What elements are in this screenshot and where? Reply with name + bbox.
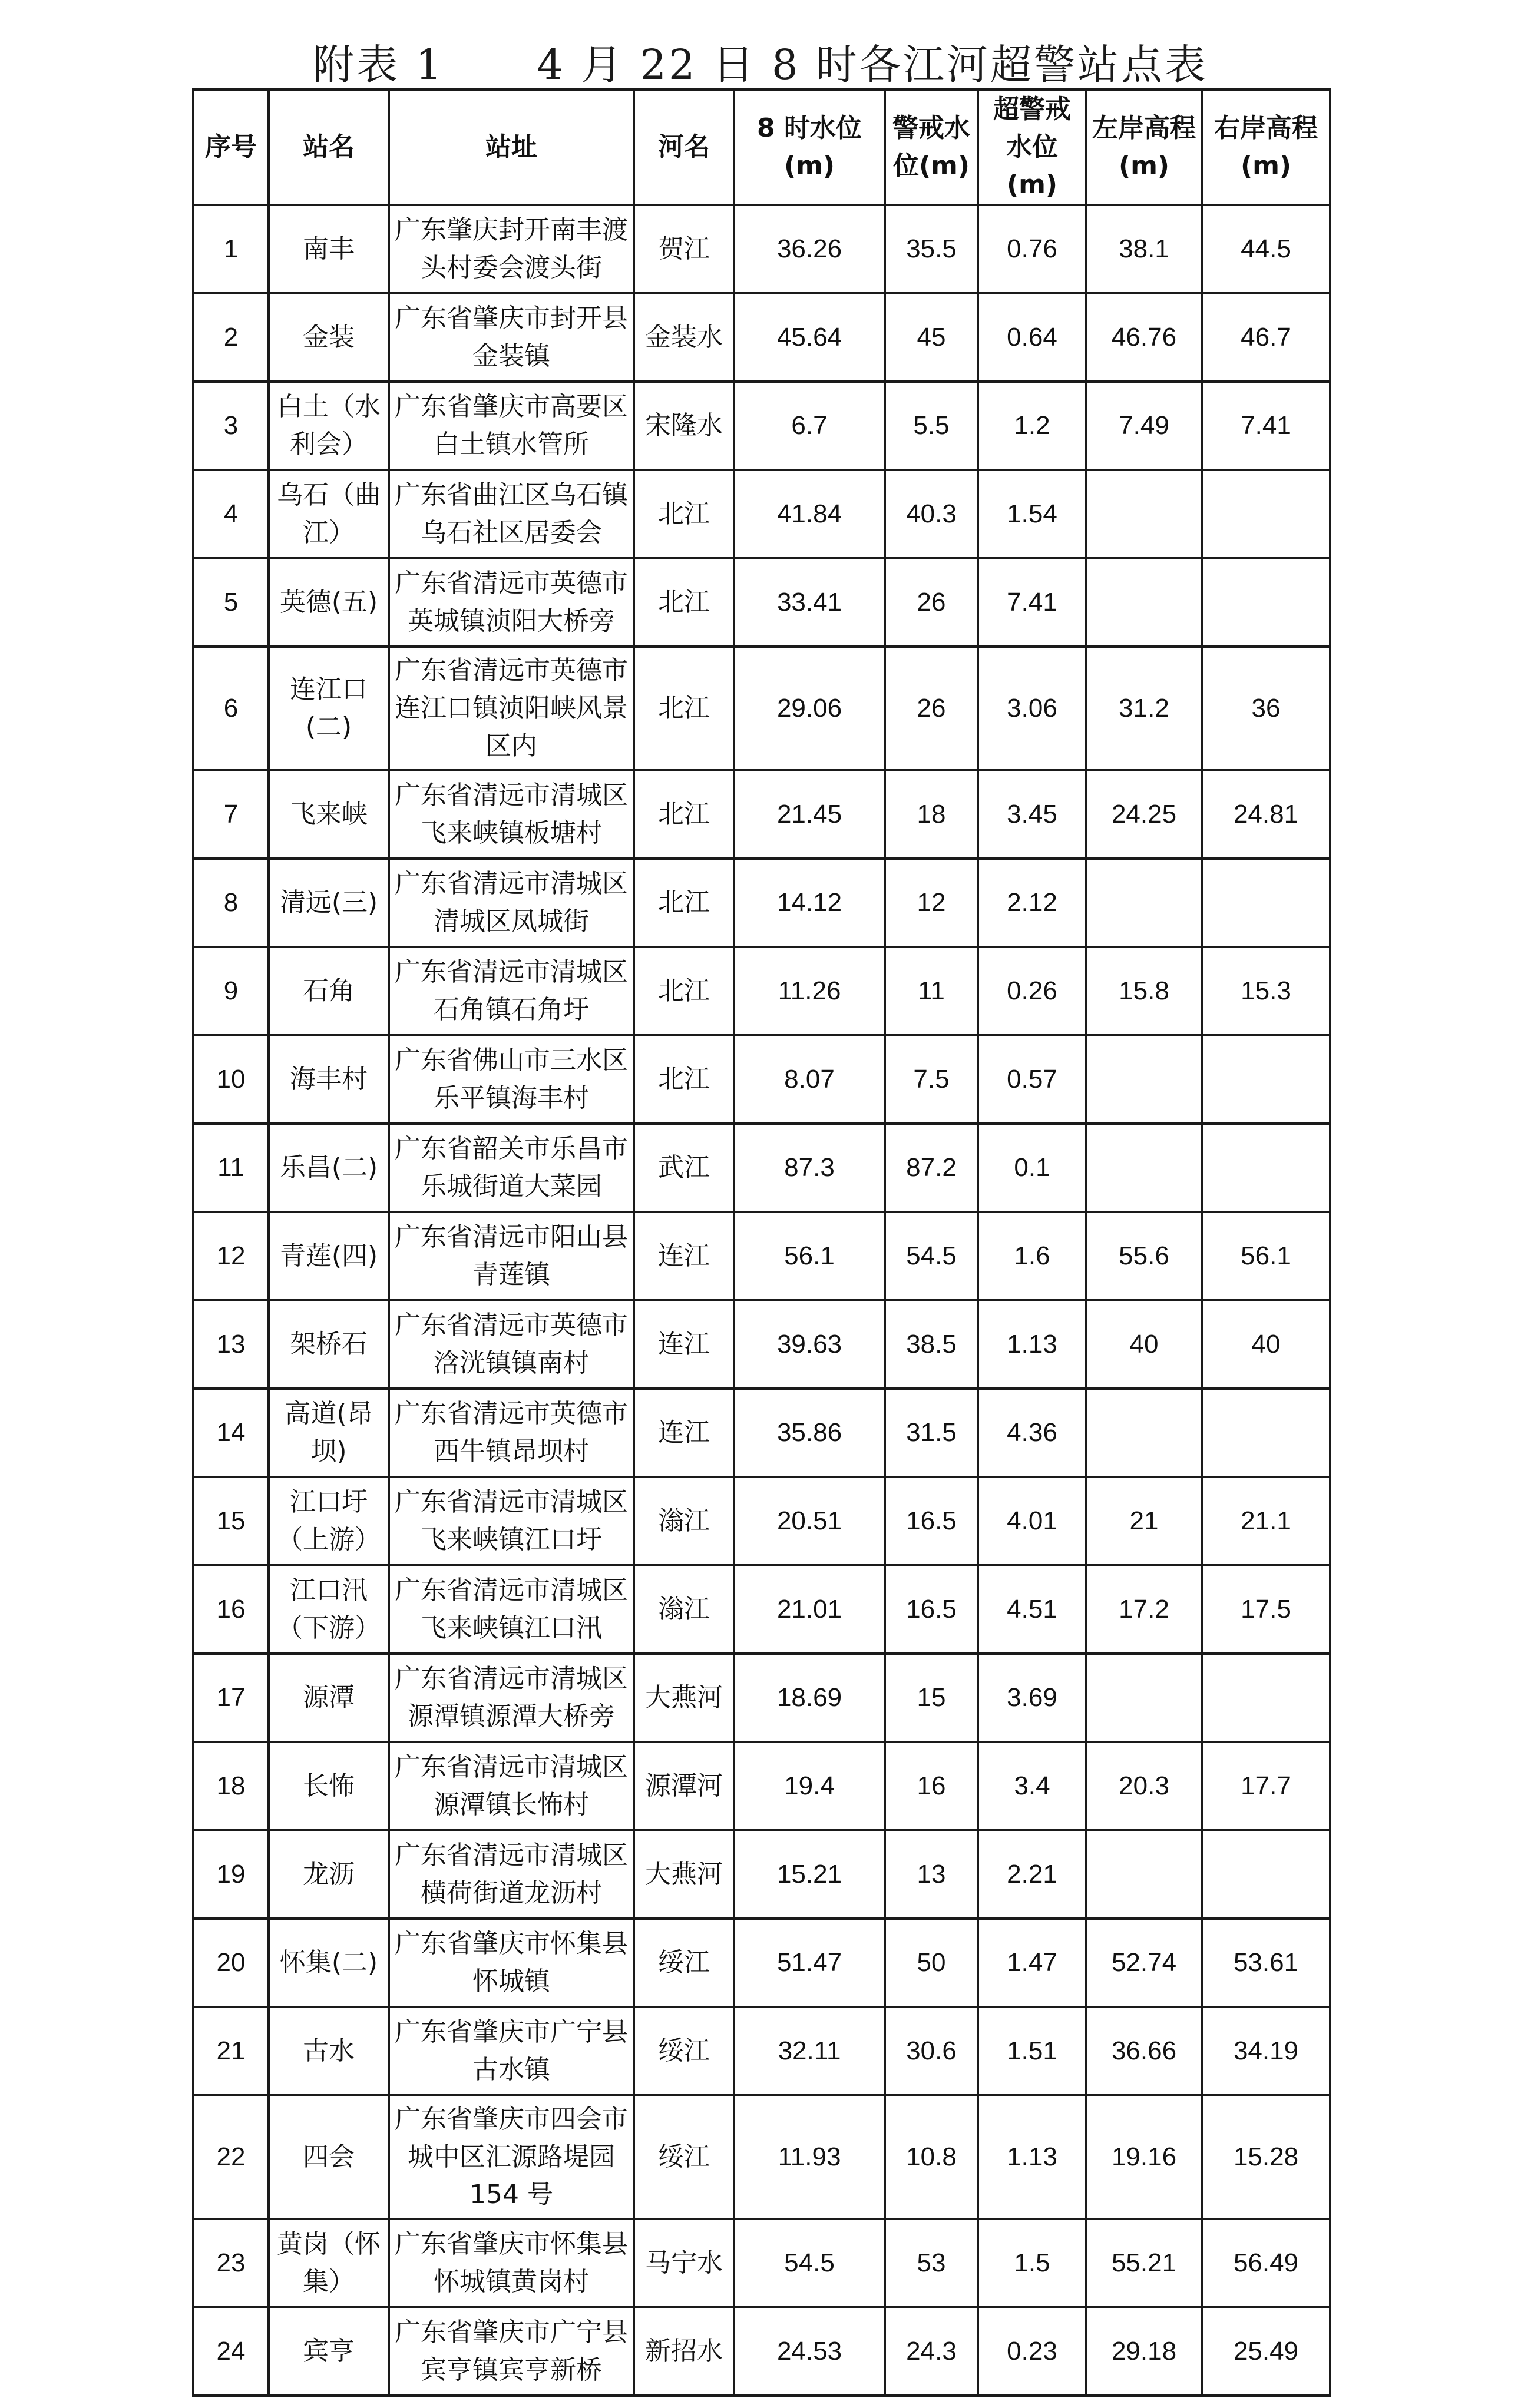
cell-over-warning: 4.51: [978, 1565, 1086, 1654]
cell-left-bank: 24.25: [1086, 770, 1202, 859]
cell-river: 北江: [634, 770, 734, 859]
cell-address: 广东省肇庆市怀集县怀城镇黄岗村: [389, 2219, 634, 2307]
over-warning-stations-table: [192, 88, 1331, 2397]
cell-river: 滃江: [634, 1477, 734, 1565]
cell-right-bank: 34.19: [1202, 2007, 1330, 2095]
cell-address: 广东省佛山市三水区乐平镇海丰村: [389, 1035, 634, 1124]
cell-over-warning: 0.23: [978, 2307, 1086, 2396]
cell-over-warning: 1.13: [978, 1300, 1086, 1389]
table-row: [193, 1212, 1330, 1300]
cell-station-name: 白土（水利会）: [269, 382, 389, 470]
cell-station-name: 长怖: [269, 1742, 389, 1830]
cell-water-level: 41.84: [734, 470, 885, 558]
cell-left-bank: 15.8: [1086, 947, 1202, 1035]
cell-warning-level: 40.3: [885, 470, 978, 558]
cell-over-warning: 0.26: [978, 947, 1086, 1035]
cell-no: 22: [193, 2095, 269, 2219]
cell-water-level: 21.01: [734, 1565, 885, 1654]
cell-no: 15: [193, 1477, 269, 1565]
col-header-water-level: 8 时水位(m): [734, 90, 885, 205]
cell-water-level: 11.26: [734, 947, 885, 1035]
cell-right-bank: 24.81: [1202, 770, 1330, 859]
col-header-right-bank: 右岸高程(m): [1202, 90, 1330, 205]
cell-station-name: 清远(三): [269, 859, 389, 947]
cell-left-bank: 36.66: [1086, 2007, 1202, 2095]
cell-water-level: 51.47: [734, 1919, 885, 2007]
cell-right-bank: [1202, 1389, 1330, 1477]
cell-water-level: 33.41: [734, 558, 885, 647]
cell-water-level: 45.64: [734, 293, 885, 382]
cell-over-warning: 1.54: [978, 470, 1086, 558]
cell-warning-level: 54.5: [885, 1212, 978, 1300]
cell-left-bank: [1086, 1654, 1202, 1742]
cell-no: 9: [193, 947, 269, 1035]
cell-left-bank: 40: [1086, 1300, 1202, 1389]
cell-address: 广东省清远市清城区横荷街道龙沥村: [389, 1830, 634, 1919]
cell-warning-level: 50: [885, 1919, 978, 2007]
cell-address: 广东省清远市清城区源潭镇源潭大桥旁: [389, 1654, 634, 1742]
cell-water-level: 18.69: [734, 1654, 885, 1742]
cell-water-level: 39.63: [734, 1300, 885, 1389]
cell-warning-level: 11: [885, 947, 978, 1035]
cell-no: 20: [193, 1919, 269, 2007]
table-row: [193, 1654, 1330, 1742]
cell-warning-level: 53: [885, 2219, 978, 2307]
cell-river: 大燕河: [634, 1654, 734, 1742]
col-header-address: 站址: [389, 90, 634, 205]
cell-water-level: 19.4: [734, 1742, 885, 1830]
cell-warning-level: 26: [885, 558, 978, 647]
cell-station-name: 源潭: [269, 1654, 389, 1742]
cell-warning-level: 45: [885, 293, 978, 382]
cell-water-level: 24.53: [734, 2307, 885, 2396]
cell-address: 广东省肇庆市高要区白土镇水管所: [389, 382, 634, 470]
cell-station-name: 高道(昂坝): [269, 1389, 389, 1477]
col-header-over-warning: 超警戒水位(m): [978, 90, 1086, 205]
table-body: [193, 205, 1330, 2396]
cell-over-warning: 0.57: [978, 1035, 1086, 1124]
cell-water-level: 36.26: [734, 205, 885, 293]
cell-left-bank: [1086, 558, 1202, 647]
cell-right-bank: 46.7: [1202, 293, 1330, 382]
cell-water-level: 11.93: [734, 2095, 885, 2219]
cell-no: 13: [193, 1300, 269, 1389]
cell-water-level: 54.5: [734, 2219, 885, 2307]
cell-right-bank: [1202, 1654, 1330, 1742]
cell-water-level: 15.21: [734, 1830, 885, 1919]
cell-no: 16: [193, 1565, 269, 1654]
table-row: [193, 1035, 1330, 1124]
table-row: [193, 859, 1330, 947]
cell-river: 北江: [634, 647, 734, 770]
cell-address: 广东省清远市清城区源潭镇长怖村: [389, 1742, 634, 1830]
cell-over-warning: 3.69: [978, 1654, 1086, 1742]
cell-station-name: 架桥石: [269, 1300, 389, 1389]
cell-address: 广东省肇庆市四会市城中区汇源路堤园154 号: [389, 2095, 634, 2219]
cell-warning-level: 31.5: [885, 1389, 978, 1477]
cell-station-name: 连江口(二): [269, 647, 389, 770]
cell-river: 连江: [634, 1389, 734, 1477]
cell-no: 23: [193, 2219, 269, 2307]
cell-no: 8: [193, 859, 269, 947]
cell-left-bank: 52.74: [1086, 1919, 1202, 2007]
cell-river: 连江: [634, 1212, 734, 1300]
cell-station-name: 古水: [269, 2007, 389, 2095]
cell-address: 广东省肇庆市广宁县古水镇: [389, 2007, 634, 2095]
cell-station-name: 石角: [269, 947, 389, 1035]
cell-left-bank: [1086, 470, 1202, 558]
cell-warning-level: 87.2: [885, 1124, 978, 1212]
cell-left-bank: 20.3: [1086, 1742, 1202, 1830]
cell-address: 广东省清远市英德市西牛镇昂坝村: [389, 1389, 634, 1477]
table-row: [193, 2007, 1330, 2095]
cell-warning-level: 16.5: [885, 1477, 978, 1565]
col-header-warning-level: 警戒水位(m): [885, 90, 978, 205]
cell-right-bank: 56.1: [1202, 1212, 1330, 1300]
cell-river: 北江: [634, 1035, 734, 1124]
cell-station-name: 四会: [269, 2095, 389, 2219]
table-row: [193, 1124, 1330, 1212]
cell-left-bank: 29.18: [1086, 2307, 1202, 2396]
cell-address: 广东省肇庆市封开县金装镇: [389, 293, 634, 382]
cell-left-bank: 19.16: [1086, 2095, 1202, 2219]
table-row: [193, 2219, 1330, 2307]
cell-warning-level: 24.3: [885, 2307, 978, 2396]
cell-station-name: 英德(五): [269, 558, 389, 647]
cell-no: 11: [193, 1124, 269, 1212]
table-row: [193, 647, 1330, 770]
cell-left-bank: [1086, 859, 1202, 947]
cell-water-level: 14.12: [734, 859, 885, 947]
cell-left-bank: 55.21: [1086, 2219, 1202, 2307]
cell-warning-level: 26: [885, 647, 978, 770]
cell-no: 1: [193, 205, 269, 293]
cell-no: 18: [193, 1742, 269, 1830]
cell-water-level: 56.1: [734, 1212, 885, 1300]
cell-address: 广东省韶关市乐昌市乐城街道大菜园: [389, 1124, 634, 1212]
cell-river: 北江: [634, 859, 734, 947]
cell-station-name: 乌石（曲江）: [269, 470, 389, 558]
cell-right-bank: [1202, 1035, 1330, 1124]
cell-over-warning: 1.6: [978, 1212, 1086, 1300]
cell-over-warning: 2.21: [978, 1830, 1086, 1919]
cell-over-warning: 0.1: [978, 1124, 1086, 1212]
cell-river: 新招水: [634, 2307, 734, 2396]
cell-over-warning: 0.76: [978, 205, 1086, 293]
cell-over-warning: 3.45: [978, 770, 1086, 859]
cell-warning-level: 13: [885, 1830, 978, 1919]
cell-left-bank: 46.76: [1086, 293, 1202, 382]
cell-left-bank: 7.49: [1086, 382, 1202, 470]
cell-over-warning: 3.06: [978, 647, 1086, 770]
cell-no: 2: [193, 293, 269, 382]
cell-warning-level: 30.6: [885, 2007, 978, 2095]
cell-address: 广东省清远市清城区清城区凤城街: [389, 859, 634, 947]
cell-address: 广东省清远市阳山县青莲镇: [389, 1212, 634, 1300]
table-row: [193, 2095, 1330, 2219]
cell-water-level: 6.7: [734, 382, 885, 470]
cell-warning-level: 18: [885, 770, 978, 859]
cell-right-bank: 7.41: [1202, 382, 1330, 470]
cell-station-name: 金装: [269, 293, 389, 382]
cell-left-bank: 21: [1086, 1477, 1202, 1565]
page-title: 附表 1 4 月 22 日 8 时各江河超警站点表: [313, 41, 1208, 89]
cell-over-warning: 2.12: [978, 859, 1086, 947]
cell-over-warning: 4.36: [978, 1389, 1086, 1477]
cell-water-level: 29.06: [734, 647, 885, 770]
cell-over-warning: 1.13: [978, 2095, 1086, 2219]
cell-right-bank: [1202, 558, 1330, 647]
cell-water-level: 8.07: [734, 1035, 885, 1124]
table-row: [193, 2307, 1330, 2396]
cell-right-bank: [1202, 470, 1330, 558]
cell-warning-level: 10.8: [885, 2095, 978, 2219]
cell-address: 广东省清远市清城区飞来峡镇板塘村: [389, 770, 634, 859]
cell-no: 4: [193, 470, 269, 558]
table-row: [193, 1300, 1330, 1389]
cell-warning-level: 35.5: [885, 205, 978, 293]
cell-river: 大燕河: [634, 1830, 734, 1919]
cell-address: 广东省清远市英德市连江口镇浈阳峡风景区内: [389, 647, 634, 770]
cell-station-name: 青莲(四): [269, 1212, 389, 1300]
cell-station-name: 江口汛（下游）: [269, 1565, 389, 1654]
cell-river: 绥江: [634, 2095, 734, 2219]
cell-river: 源潭河: [634, 1742, 734, 1830]
table-row: [193, 1565, 1330, 1654]
cell-right-bank: 17.5: [1202, 1565, 1330, 1654]
cell-address: 广东省肇庆市怀集县怀城镇: [389, 1919, 634, 2007]
cell-right-bank: 44.5: [1202, 205, 1330, 293]
cell-address: 广东省清远市清城区飞来峡镇江口圩: [389, 1477, 634, 1565]
cell-river: 贺江: [634, 205, 734, 293]
cell-warning-level: 38.5: [885, 1300, 978, 1389]
cell-no: 10: [193, 1035, 269, 1124]
cell-over-warning: 1.5: [978, 2219, 1086, 2307]
cell-warning-level: 16.5: [885, 1565, 978, 1654]
table-row: [193, 1830, 1330, 1919]
cell-warning-level: 16: [885, 1742, 978, 1830]
cell-river: 滃江: [634, 1565, 734, 1654]
table-header-row: [193, 90, 1330, 205]
cell-over-warning: 7.41: [978, 558, 1086, 647]
cell-station-name: 怀集(二): [269, 1919, 389, 2007]
col-header-station-name: 站名: [269, 90, 389, 205]
cell-left-bank: [1086, 1830, 1202, 1919]
cell-right-bank: 56.49: [1202, 2219, 1330, 2307]
col-header-no: 序号: [193, 90, 269, 205]
cell-over-warning: 1.51: [978, 2007, 1086, 2095]
cell-right-bank: [1202, 1124, 1330, 1212]
cell-no: 24: [193, 2307, 269, 2396]
table-row: [193, 770, 1330, 859]
cell-river: 马宁水: [634, 2219, 734, 2307]
cell-no: 19: [193, 1830, 269, 1919]
cell-no: 12: [193, 1212, 269, 1300]
cell-over-warning: 1.47: [978, 1919, 1086, 2007]
cell-address: 广东省清远市清城区石角镇石角圩: [389, 947, 634, 1035]
cell-river: 绥江: [634, 1919, 734, 2007]
cell-no: 17: [193, 1654, 269, 1742]
cell-station-name: 龙沥: [269, 1830, 389, 1919]
cell-warning-level: 5.5: [885, 382, 978, 470]
cell-right-bank: 25.49: [1202, 2307, 1330, 2396]
cell-river: 金装水: [634, 293, 734, 382]
cell-station-name: 江口圩（上游）: [269, 1477, 389, 1565]
cell-left-bank: 31.2: [1086, 647, 1202, 770]
cell-water-level: 21.45: [734, 770, 885, 859]
table-row: [193, 205, 1330, 293]
cell-right-bank: 40: [1202, 1300, 1330, 1389]
cell-water-level: 32.11: [734, 2007, 885, 2095]
cell-river: 北江: [634, 558, 734, 647]
cell-no: 7: [193, 770, 269, 859]
table-row: [193, 470, 1330, 558]
table-row: [193, 1477, 1330, 1565]
cell-address: 广东省曲江区乌石镇乌石社区居委会: [389, 470, 634, 558]
cell-address: 广东省清远市英德市浛洸镇镇南村: [389, 1300, 634, 1389]
cell-right-bank: 15.28: [1202, 2095, 1330, 2219]
cell-address: 广东省清远市清城区飞来峡镇江口汛: [389, 1565, 634, 1654]
cell-river: 绥江: [634, 2007, 734, 2095]
table-row: [193, 947, 1330, 1035]
cell-right-bank: 36: [1202, 647, 1330, 770]
cell-water-level: 35.86: [734, 1389, 885, 1477]
cell-station-name: 南丰: [269, 205, 389, 293]
cell-warning-level: 7.5: [885, 1035, 978, 1124]
cell-address: 广东省清远市英德市英城镇浈阳大桥旁: [389, 558, 634, 647]
cell-address: 广东肇庆封开南丰渡头村委会渡头街: [389, 205, 634, 293]
cell-station-name: 海丰村: [269, 1035, 389, 1124]
cell-address: 广东省肇庆市广宁县宾亨镇宾亨新桥: [389, 2307, 634, 2396]
cell-no: 3: [193, 382, 269, 470]
cell-warning-level: 15: [885, 1654, 978, 1742]
cell-right-bank: 15.3: [1202, 947, 1330, 1035]
cell-no: 14: [193, 1389, 269, 1477]
cell-station-name: 宾亨: [269, 2307, 389, 2396]
col-header-river: 河名: [634, 90, 734, 205]
cell-station-name: 飞来峡: [269, 770, 389, 859]
cell-water-level: 87.3: [734, 1124, 885, 1212]
cell-over-warning: 0.64: [978, 293, 1086, 382]
cell-river: 北江: [634, 947, 734, 1035]
cell-no: 21: [193, 2007, 269, 2095]
cell-right-bank: 17.7: [1202, 1742, 1330, 1830]
table-row: [193, 1389, 1330, 1477]
col-header-left-bank: 左岸高程(m): [1086, 90, 1202, 205]
cell-right-bank: 53.61: [1202, 1919, 1330, 2007]
cell-right-bank: 21.1: [1202, 1477, 1330, 1565]
cell-right-bank: [1202, 859, 1330, 947]
table-row: [193, 558, 1330, 647]
cell-water-level: 20.51: [734, 1477, 885, 1565]
cell-station-name: 乐昌(二): [269, 1124, 389, 1212]
cell-right-bank: [1202, 1830, 1330, 1919]
table-row: [193, 293, 1330, 382]
cell-left-bank: [1086, 1124, 1202, 1212]
cell-no: 6: [193, 647, 269, 770]
cell-river: 宋隆水: [634, 382, 734, 470]
cell-river: 连江: [634, 1300, 734, 1389]
cell-no: 5: [193, 558, 269, 647]
cell-river: 武江: [634, 1124, 734, 1212]
cell-left-bank: [1086, 1035, 1202, 1124]
cell-station-name: 黄岗（怀集）: [269, 2219, 389, 2307]
cell-left-bank: 55.6: [1086, 1212, 1202, 1300]
cell-left-bank: 17.2: [1086, 1565, 1202, 1654]
cell-left-bank: 38.1: [1086, 205, 1202, 293]
table-row: [193, 382, 1330, 470]
cell-left-bank: [1086, 1389, 1202, 1477]
table-row: [193, 1742, 1330, 1830]
cell-river: 北江: [634, 470, 734, 558]
cell-over-warning: 4.01: [978, 1477, 1086, 1565]
cell-over-warning: 3.4: [978, 1742, 1086, 1830]
cell-warning-level: 12: [885, 859, 978, 947]
cell-over-warning: 1.2: [978, 382, 1086, 470]
table-row: [193, 1919, 1330, 2007]
